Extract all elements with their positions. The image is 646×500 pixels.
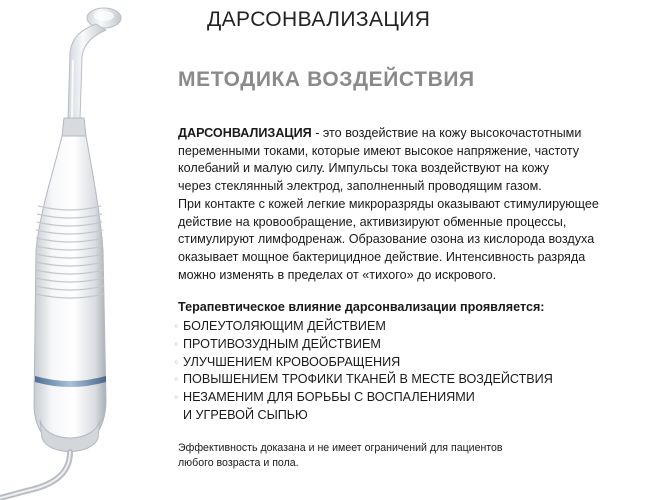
list-item-text: И УГРЕВОЙ СЫПЬЮ	[183, 407, 308, 422]
bullet-icon: ◦	[174, 372, 179, 387]
effects-heading: Терапевтическое влияние дарсонвализации проявляется:	[178, 300, 545, 314]
intro-paragraph	[178, 125, 638, 284]
list-item	[174, 354, 553, 372]
list-item	[174, 336, 553, 354]
bullet-icon: ◦	[174, 336, 179, 351]
intro-line: действие на кровообращение, активизируют обменные процессы,	[178, 214, 567, 229]
list-item	[174, 318, 553, 336]
list-item-text: НЕЗАМЕНИМ ДЛЯ БОРЬБЫ С ВОСПАЛЕНИЯМИ	[183, 390, 475, 405]
intro-line: При контакте с кожей легкие микроразряды оказывают стимулирующее	[178, 196, 599, 211]
intro-line: оказывает мощное бактерицидное действие. Интенсивность разряда	[178, 249, 586, 264]
intro-line: колебаний и малую силу. Импульсы тока воздействуют на кожу	[178, 161, 550, 176]
section-subtitle: МЕТОДИКА ВОЗДЕЙСТВИЯ	[178, 68, 475, 91]
darsonval-device-icon	[0, 0, 175, 500]
intro-line: стимулируют лимфодренаж. Образование озона из кислорода воздуха	[178, 232, 595, 247]
intro-lead-rest: - это воздействие на кожу высокочастотными	[311, 126, 582, 140]
list-item-text: ПРОТИВОЗУДНЫМ ДЕЙСТВИЕМ	[183, 336, 381, 351]
footer-note	[178, 441, 503, 471]
list-item	[174, 371, 553, 389]
intro-line: переменными токами, которые имеют высокое напряжение, частоту	[178, 143, 580, 158]
bullet-icon: ◦	[174, 354, 179, 369]
device-body	[34, 136, 106, 448]
list-item	[174, 389, 553, 407]
list-item-text: ПОВЫШЕНИЕМ ТРОФИКИ ТКАНЕЙ В МЕСТЕ ВОЗДЕЙСТВИЯ	[183, 372, 553, 387]
effects-list	[174, 318, 553, 425]
list-item-text: БОЛЕУТОЛЯЮЩИМ ДЕЙСТВИЕМ	[183, 319, 386, 333]
list-item-text: УЛУЧШЕНИЕМ КРОВООБРАЩЕНИЯ	[183, 354, 401, 369]
bullet-icon: ◦	[174, 319, 179, 333]
footer-line: Эффективность доказана и не имеет ограничений для пациентов	[178, 442, 503, 454]
list-item-continuation	[174, 407, 553, 425]
intro-line: можно изменять в пределах от «тихого» до искрового.	[178, 267, 497, 282]
device-collar	[62, 118, 86, 136]
intro-line: через стеклянный электрод, заполненный проводящим газом.	[178, 179, 542, 194]
footer-line: любого возраста и пола.	[178, 457, 299, 469]
intro-line	[178, 125, 638, 143]
page-title: ДАРСОНВАЛИЗАЦИЯ	[207, 8, 431, 31]
bullet-icon: ◦	[174, 390, 179, 405]
intro-lead-term: ДАРСОНВАЛИЗАЦИЯ	[178, 126, 312, 140]
